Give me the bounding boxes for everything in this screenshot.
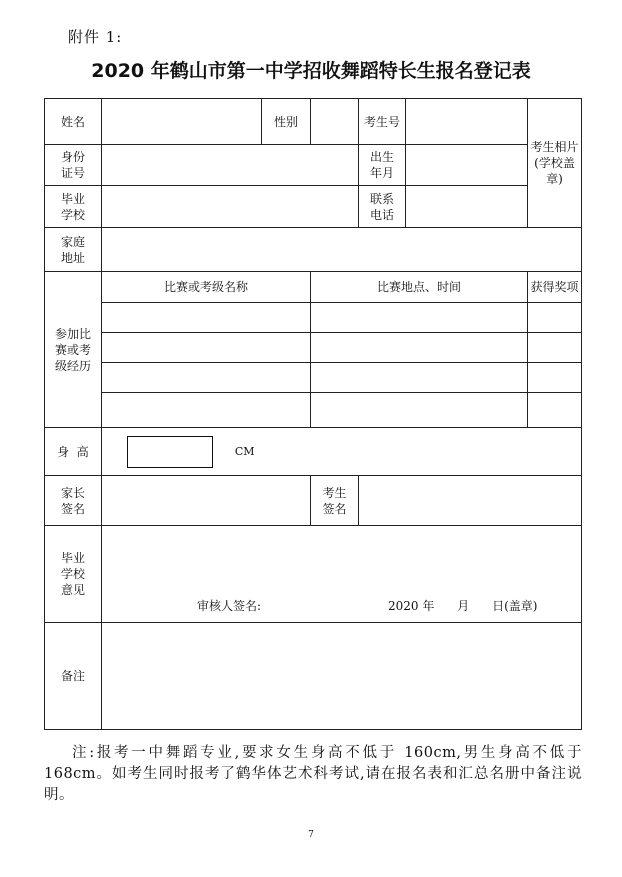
competition-place-cell[interactable] [311, 363, 528, 393]
competition-name-cell[interactable] [102, 363, 311, 393]
date-stamp-line: 2020 年 月 日(盖章) [388, 599, 538, 613]
school-opinion-label: 毕业 学校 意见 [45, 526, 102, 623]
photo-label: 考生相片 [530, 140, 579, 154]
photo-stamp-label: (学校盖章) [534, 156, 575, 186]
height-input-box[interactable] [127, 436, 213, 468]
height-label: 身 高 [45, 428, 102, 476]
competition-place-cell[interactable] [311, 333, 528, 363]
graduated-school-label: 毕业 学校 [45, 186, 102, 228]
birth-date-field[interactable] [406, 145, 528, 186]
name-label: 姓名 [45, 99, 102, 145]
exam-no-label: 考生号 [359, 99, 406, 145]
competition-award-cell[interactable] [528, 393, 582, 428]
graduated-school-field[interactable] [102, 186, 359, 228]
competition-name-cell[interactable] [102, 303, 311, 333]
school-opinion-field[interactable] [102, 526, 582, 623]
competition-history-label: 参加比 赛或考 级经历 [45, 272, 102, 428]
parent-signature-label: 家长 签名 [45, 476, 102, 526]
col-header-award: 获得奖项 [528, 272, 582, 303]
competition-place-cell[interactable] [311, 393, 528, 428]
attachment-label: 附件 1: [68, 28, 123, 46]
competition-name-cell[interactable] [102, 393, 311, 428]
reviewer-signature-label: 审核人签名: [197, 599, 262, 613]
form-title: 2020 年鹤山市第一中学招收舞蹈特长生报名登记表 [91, 60, 531, 82]
student-signature-label: 考生 签名 [311, 476, 359, 526]
id-number-field[interactable] [102, 145, 359, 186]
name-field[interactable] [102, 99, 262, 145]
id-number-label: 身份 证号 [45, 145, 102, 186]
registration-form-table [44, 98, 582, 730]
competition-award-cell[interactable] [528, 363, 582, 393]
competition-award-cell[interactable] [528, 303, 582, 333]
height-row [102, 428, 582, 476]
height-unit: CM [234, 444, 255, 458]
competition-name-cell[interactable] [102, 333, 311, 363]
birth-date-label: 出生 年月 [359, 145, 406, 186]
home-address-label: 家庭 地址 [45, 228, 102, 272]
footnote: 注:报考一中舞蹈专业,要求女生身高不低于 160cm,男生身高不低于 168cm。如考生同时报考了鹤华体艺术科考试,请在报名表和汇总名册中备注说明。 [44, 745, 582, 803]
remarks-label: 备注 [45, 623, 102, 730]
page-number: 7 [308, 830, 314, 840]
competition-place-cell[interactable] [311, 303, 528, 333]
gender-label: 性别 [262, 99, 311, 145]
contact-phone-label: 联系 电话 [359, 186, 406, 228]
gender-field[interactable] [311, 99, 359, 145]
col-header-competition-name: 比赛或考级名称 [102, 272, 311, 303]
exam-no-field[interactable] [406, 99, 528, 145]
student-signature-field[interactable] [359, 476, 582, 526]
remarks-field[interactable] [102, 623, 582, 730]
parent-signature-field[interactable] [102, 476, 311, 526]
competition-award-cell[interactable] [528, 333, 582, 363]
photo-cell[interactable] [528, 99, 582, 228]
contact-phone-field[interactable] [406, 186, 528, 228]
home-address-field[interactable] [102, 228, 582, 272]
col-header-place-time: 比赛地点、时间 [311, 272, 528, 303]
